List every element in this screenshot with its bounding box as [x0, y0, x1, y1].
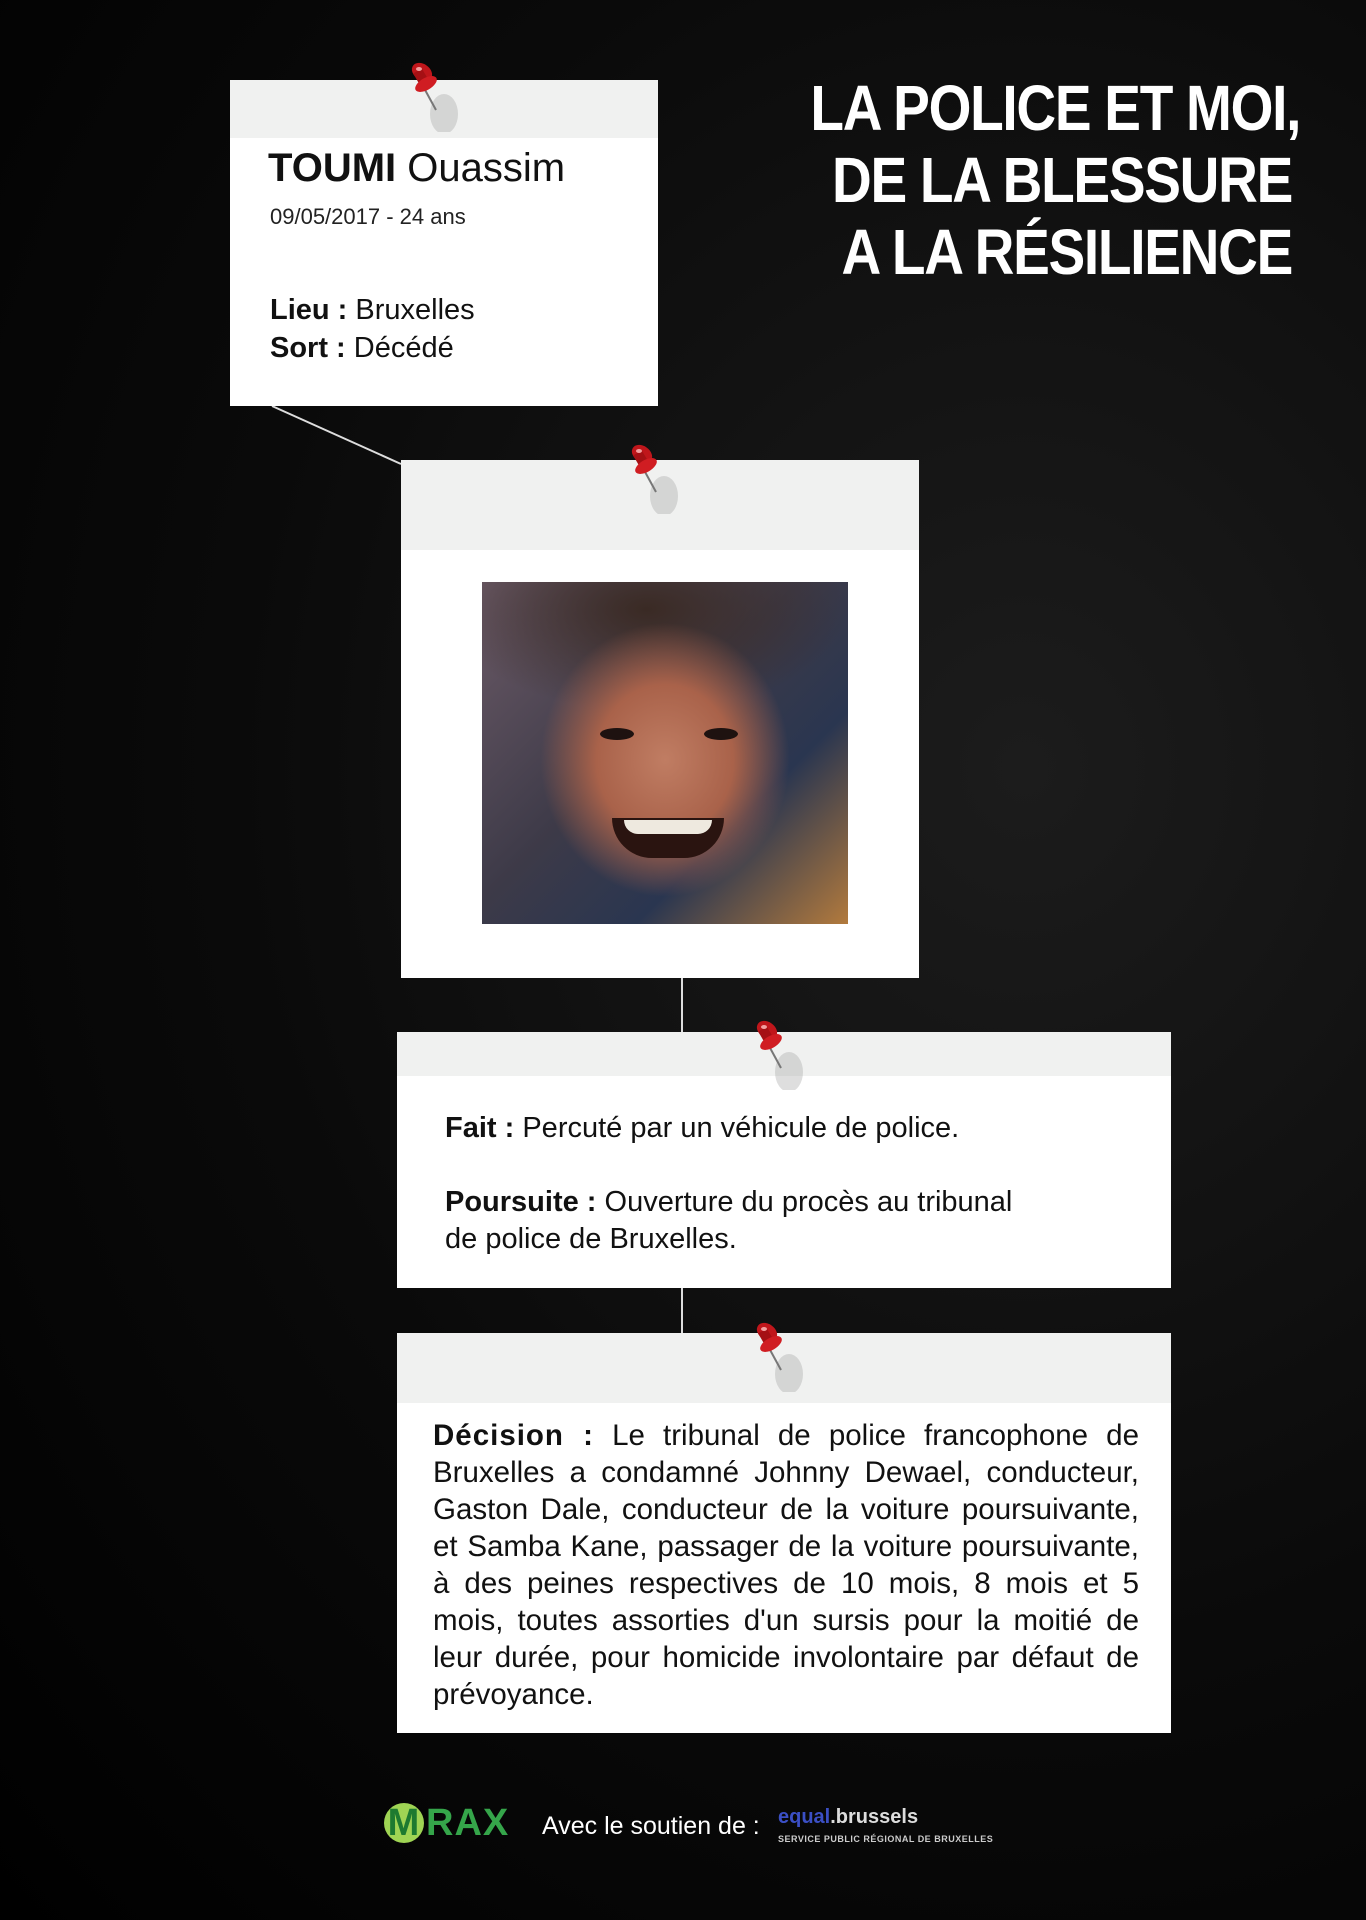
- portrait-photo: [482, 582, 848, 924]
- equal-brussels-subtitle: SERVICE PUBLIC RÉGIONAL DE BRUXELLES: [778, 1834, 994, 1844]
- fact-line: [445, 1110, 959, 1147]
- fate-label: Sort :: [270, 332, 346, 364]
- decision-label: Décision :: [433, 1419, 594, 1452]
- follow-line: [445, 1184, 1012, 1258]
- pushpin-icon: [745, 1312, 809, 1392]
- pushpin-icon: [400, 52, 464, 132]
- follow-value-2: de police de Bruxelles.: [445, 1223, 737, 1255]
- fate-field: [270, 332, 454, 365]
- decision-text: [433, 1417, 1139, 1713]
- fact-label: Fait :: [445, 1112, 515, 1144]
- pushpin-icon: [620, 434, 684, 514]
- mrax-logo-m: M: [384, 1803, 424, 1843]
- mrax-logo-text: RAX: [426, 1802, 510, 1844]
- place-value: Bruxelles: [355, 294, 475, 326]
- follow-value-1: Ouverture du procès au tribunal: [604, 1186, 1013, 1218]
- mrax-logo: [384, 1802, 509, 1845]
- decision-card: [397, 1333, 1171, 1733]
- date-age: 09/05/2017 - 24 ans: [270, 204, 466, 229]
- person-name: [268, 146, 565, 191]
- first-name: Ouassim: [407, 146, 566, 190]
- follow-label: Poursuite :: [445, 1186, 597, 1218]
- equal-logo-b: .brussels: [830, 1806, 919, 1828]
- decision-body: Le tribunal de police francophone de Bruxelles a condamné Johnny Dewael, conducteur, Gaston Dale, conducteur de la voiture poursuivante, et Samba Kane, passager de la voiture poursuivante, à des peines respectives de 10 mois, 8 mois et 5 mois, toutes assorties d'un sursis pour la moitié de leur durée, pour homicide involontaire par défaut de prévoyance.: [433, 1419, 1139, 1711]
- pushpin-icon: [745, 1010, 809, 1090]
- fact-value: Percuté par un véhicule de police.: [522, 1112, 960, 1144]
- title-line-3: A LA RÉSILIENCE: [841, 216, 1292, 288]
- place-field: [270, 294, 475, 327]
- equal-brussels-logo: [778, 1806, 918, 1829]
- photo-card: [401, 460, 919, 978]
- support-text: Avec le soutien de :: [542, 1812, 760, 1840]
- equal-logo-a: equal: [778, 1806, 831, 1828]
- place-label: Lieu :: [270, 294, 348, 326]
- fate-value: Décédé: [353, 332, 454, 364]
- title-line-1: LA POLICE ET MOI,: [810, 72, 1301, 144]
- photo-detail: [704, 728, 738, 740]
- photo-detail: [600, 728, 634, 740]
- last-name: TOUMI: [268, 146, 397, 190]
- photo-detail: [624, 820, 712, 834]
- title-line-2: DE LA BLESSURE: [831, 144, 1292, 216]
- footer: [0, 1798, 1366, 1858]
